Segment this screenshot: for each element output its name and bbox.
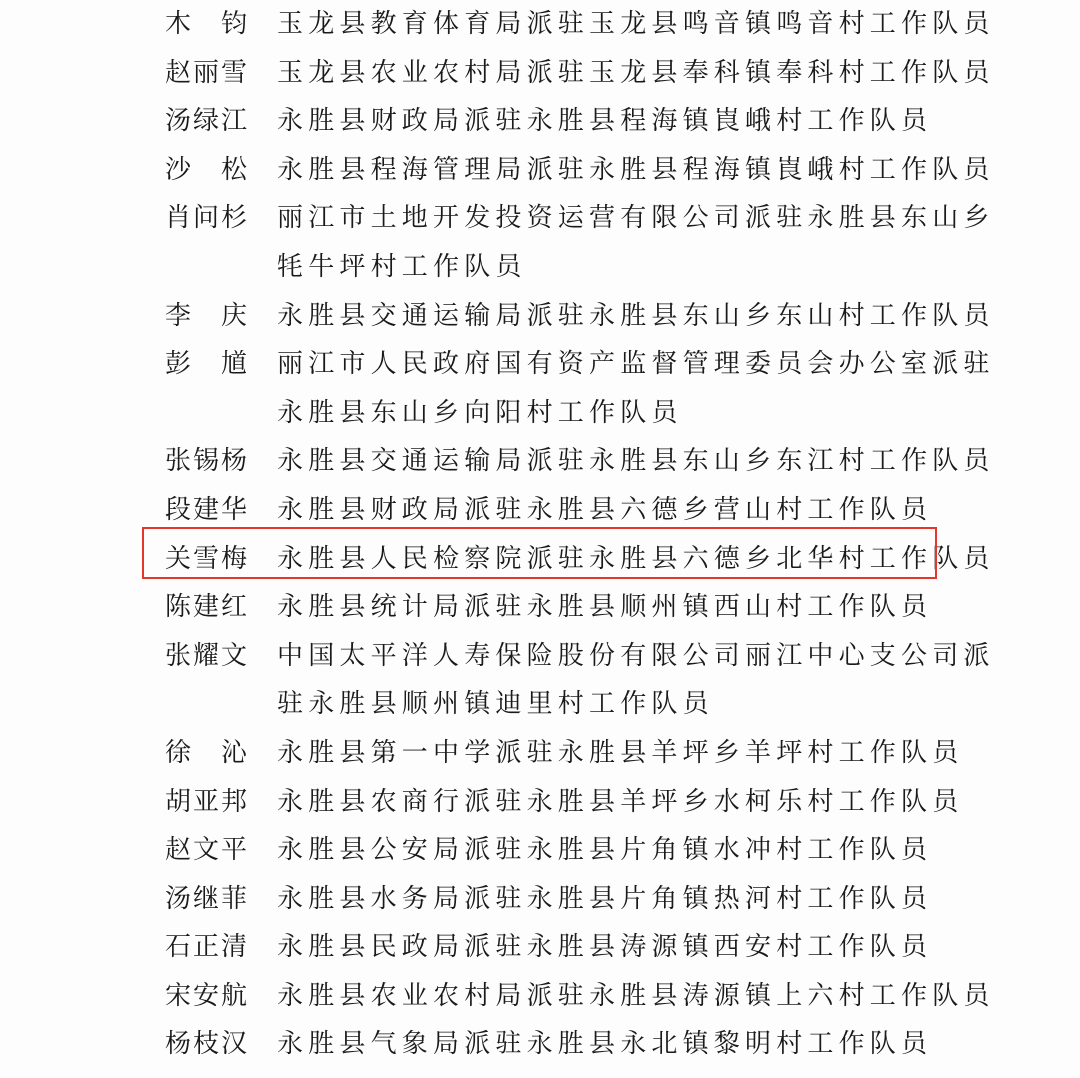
member-assignment [277, 1020, 945, 1069]
member-name: 陈建红 [165, 592, 250, 623]
member-assignment [277, 97, 945, 146]
member-name-char: 木 [165, 9, 192, 39]
list-item [165, 729, 964, 778]
list-item [165, 583, 945, 632]
member-assignment [277, 923, 945, 972]
member-assignment [277, 778, 963, 827]
assignment-line: 永胜县农业农村局派驻永胜县涛源镇上六村工作队员 [277, 980, 995, 1011]
list-item [165, 923, 945, 972]
member-name: 张锡杨 [165, 446, 250, 477]
member-assignment [277, 486, 945, 535]
assignment-line: 永胜县农商行派驻永胜县羊坪乡水柯乐村工作队员 [277, 786, 964, 817]
member-name: 汤绿江 [165, 106, 250, 137]
list-item [165, 146, 995, 195]
member-assignment [277, 292, 995, 341]
list-item [165, 437, 995, 486]
member-assignment [277, 437, 995, 486]
member-assignment [277, 194, 995, 291]
list-item [165, 292, 995, 341]
list-item [165, 194, 995, 291]
assignment-line: 永胜县民政局派驻永胜县涛源镇西安村工作队员 [277, 932, 933, 963]
assignment-line: 永胜县人民检察院派驻永胜县六德乡北华村工作队员 [277, 543, 995, 574]
member-assignment [277, 632, 995, 729]
assignment-line: 驻永胜县顺州镇迪里村工作队员 [277, 689, 714, 720]
list-item [165, 97, 945, 146]
list-item [165, 875, 945, 924]
member-name: 赵文平 [165, 835, 250, 866]
member-name-char: 沙 [165, 154, 192, 185]
member-name [165, 729, 247, 778]
member-name-char: 沁 [220, 737, 247, 768]
member-assignment [277, 340, 995, 437]
member-name-char: 馗 [220, 349, 247, 380]
list-item-highlighted [165, 535, 995, 584]
member-name: 赵丽雪 [165, 57, 250, 88]
assignment-line: 永胜县交通运输局派驻永胜县东山乡东江村工作队员 [277, 446, 995, 477]
member-name: 汤继菲 [165, 883, 250, 914]
assignment-line: 永胜县公安局派驻永胜县片角镇水冲村工作队员 [277, 835, 933, 866]
member-assignment [277, 826, 945, 875]
member-assignment [277, 875, 945, 924]
member-assignment [277, 729, 963, 778]
member-name [165, 292, 247, 341]
assignment-line: 永胜县程海管理局派驻永胜县程海镇崀峨村工作队员 [277, 154, 995, 185]
member-assignment [277, 0, 995, 49]
assignment-line: 玉龙县教育体育局派驻玉龙县鸣音镇鸣音村工作队员 [277, 9, 995, 39]
assignment-line: 牦牛坪村工作队员 [277, 251, 527, 282]
member-name: 关雪梅 [165, 543, 250, 574]
list-item [165, 778, 964, 827]
member-assignment [277, 535, 995, 584]
assignment-line: 永胜县气象局派驻永胜县永北镇黎明村工作队员 [277, 1029, 933, 1060]
assignment-line: 永胜县财政局派驻永胜县六德乡营山村工作队员 [277, 494, 933, 525]
assignment-line: 永胜县交通运输局派驻永胜县东山乡东山村工作队员 [277, 300, 995, 331]
member-name: 胡亚邦 [165, 786, 250, 817]
member-name-char: 松 [220, 154, 247, 185]
member-name: 肖问杉 [165, 203, 250, 234]
list-item [165, 340, 995, 437]
member-assignment [277, 972, 995, 1021]
member-name: 宋安航 [165, 980, 250, 1011]
assignment-line: 永胜县第一中学派驻永胜县羊坪乡羊坪村工作队员 [277, 737, 964, 768]
assignment-line: 丽江市土地开发投资运营有限公司派驻永胜县东山乡 [277, 203, 995, 234]
member-name-char: 彭 [165, 349, 192, 380]
member-name [165, 340, 247, 389]
member-name [165, 146, 247, 195]
assignment-line: 丽江市人民政府国有资产监督管理委员会办公室派驻 [277, 349, 995, 380]
list-item [165, 972, 995, 1021]
assignment-line: 玉龙县农业农村局派驻玉龙县奉科镇奉科村工作队员 [277, 57, 995, 88]
member-name-char: 庆 [220, 300, 247, 331]
member-assignment [277, 49, 995, 98]
member-name-char: 徐 [165, 737, 192, 768]
assignment-line: 中国太平洋人寿保险股份有限公司丽江中心支公司派 [277, 640, 995, 671]
member-name: 段建华 [165, 494, 250, 525]
member-name [165, 0, 247, 49]
member-name: 杨枝汉 [165, 1029, 250, 1060]
list-item [165, 486, 945, 535]
list-item [165, 1020, 945, 1069]
member-list [165, 0, 995, 1069]
member-name-char: 李 [165, 300, 192, 331]
member-assignment [277, 583, 945, 632]
member-assignment [277, 146, 995, 195]
assignment-line: 永胜县水务局派驻永胜县片角镇热河村工作队员 [277, 883, 933, 914]
member-name-char: 钧 [220, 9, 247, 39]
assignment-line: 永胜县东山乡向阳村工作队员 [277, 397, 683, 428]
list-item [165, 632, 995, 729]
list-item [165, 826, 945, 875]
member-name: 张耀文 [165, 640, 250, 671]
member-name: 石正清 [165, 932, 250, 963]
assignment-line: 永胜县统计局派驻永胜县顺州镇西山村工作队员 [277, 592, 933, 623]
list-item [165, 0, 995, 49]
assignment-line: 永胜县财政局派驻永胜县程海镇崀峨村工作队员 [277, 106, 933, 137]
list-item [165, 49, 995, 98]
